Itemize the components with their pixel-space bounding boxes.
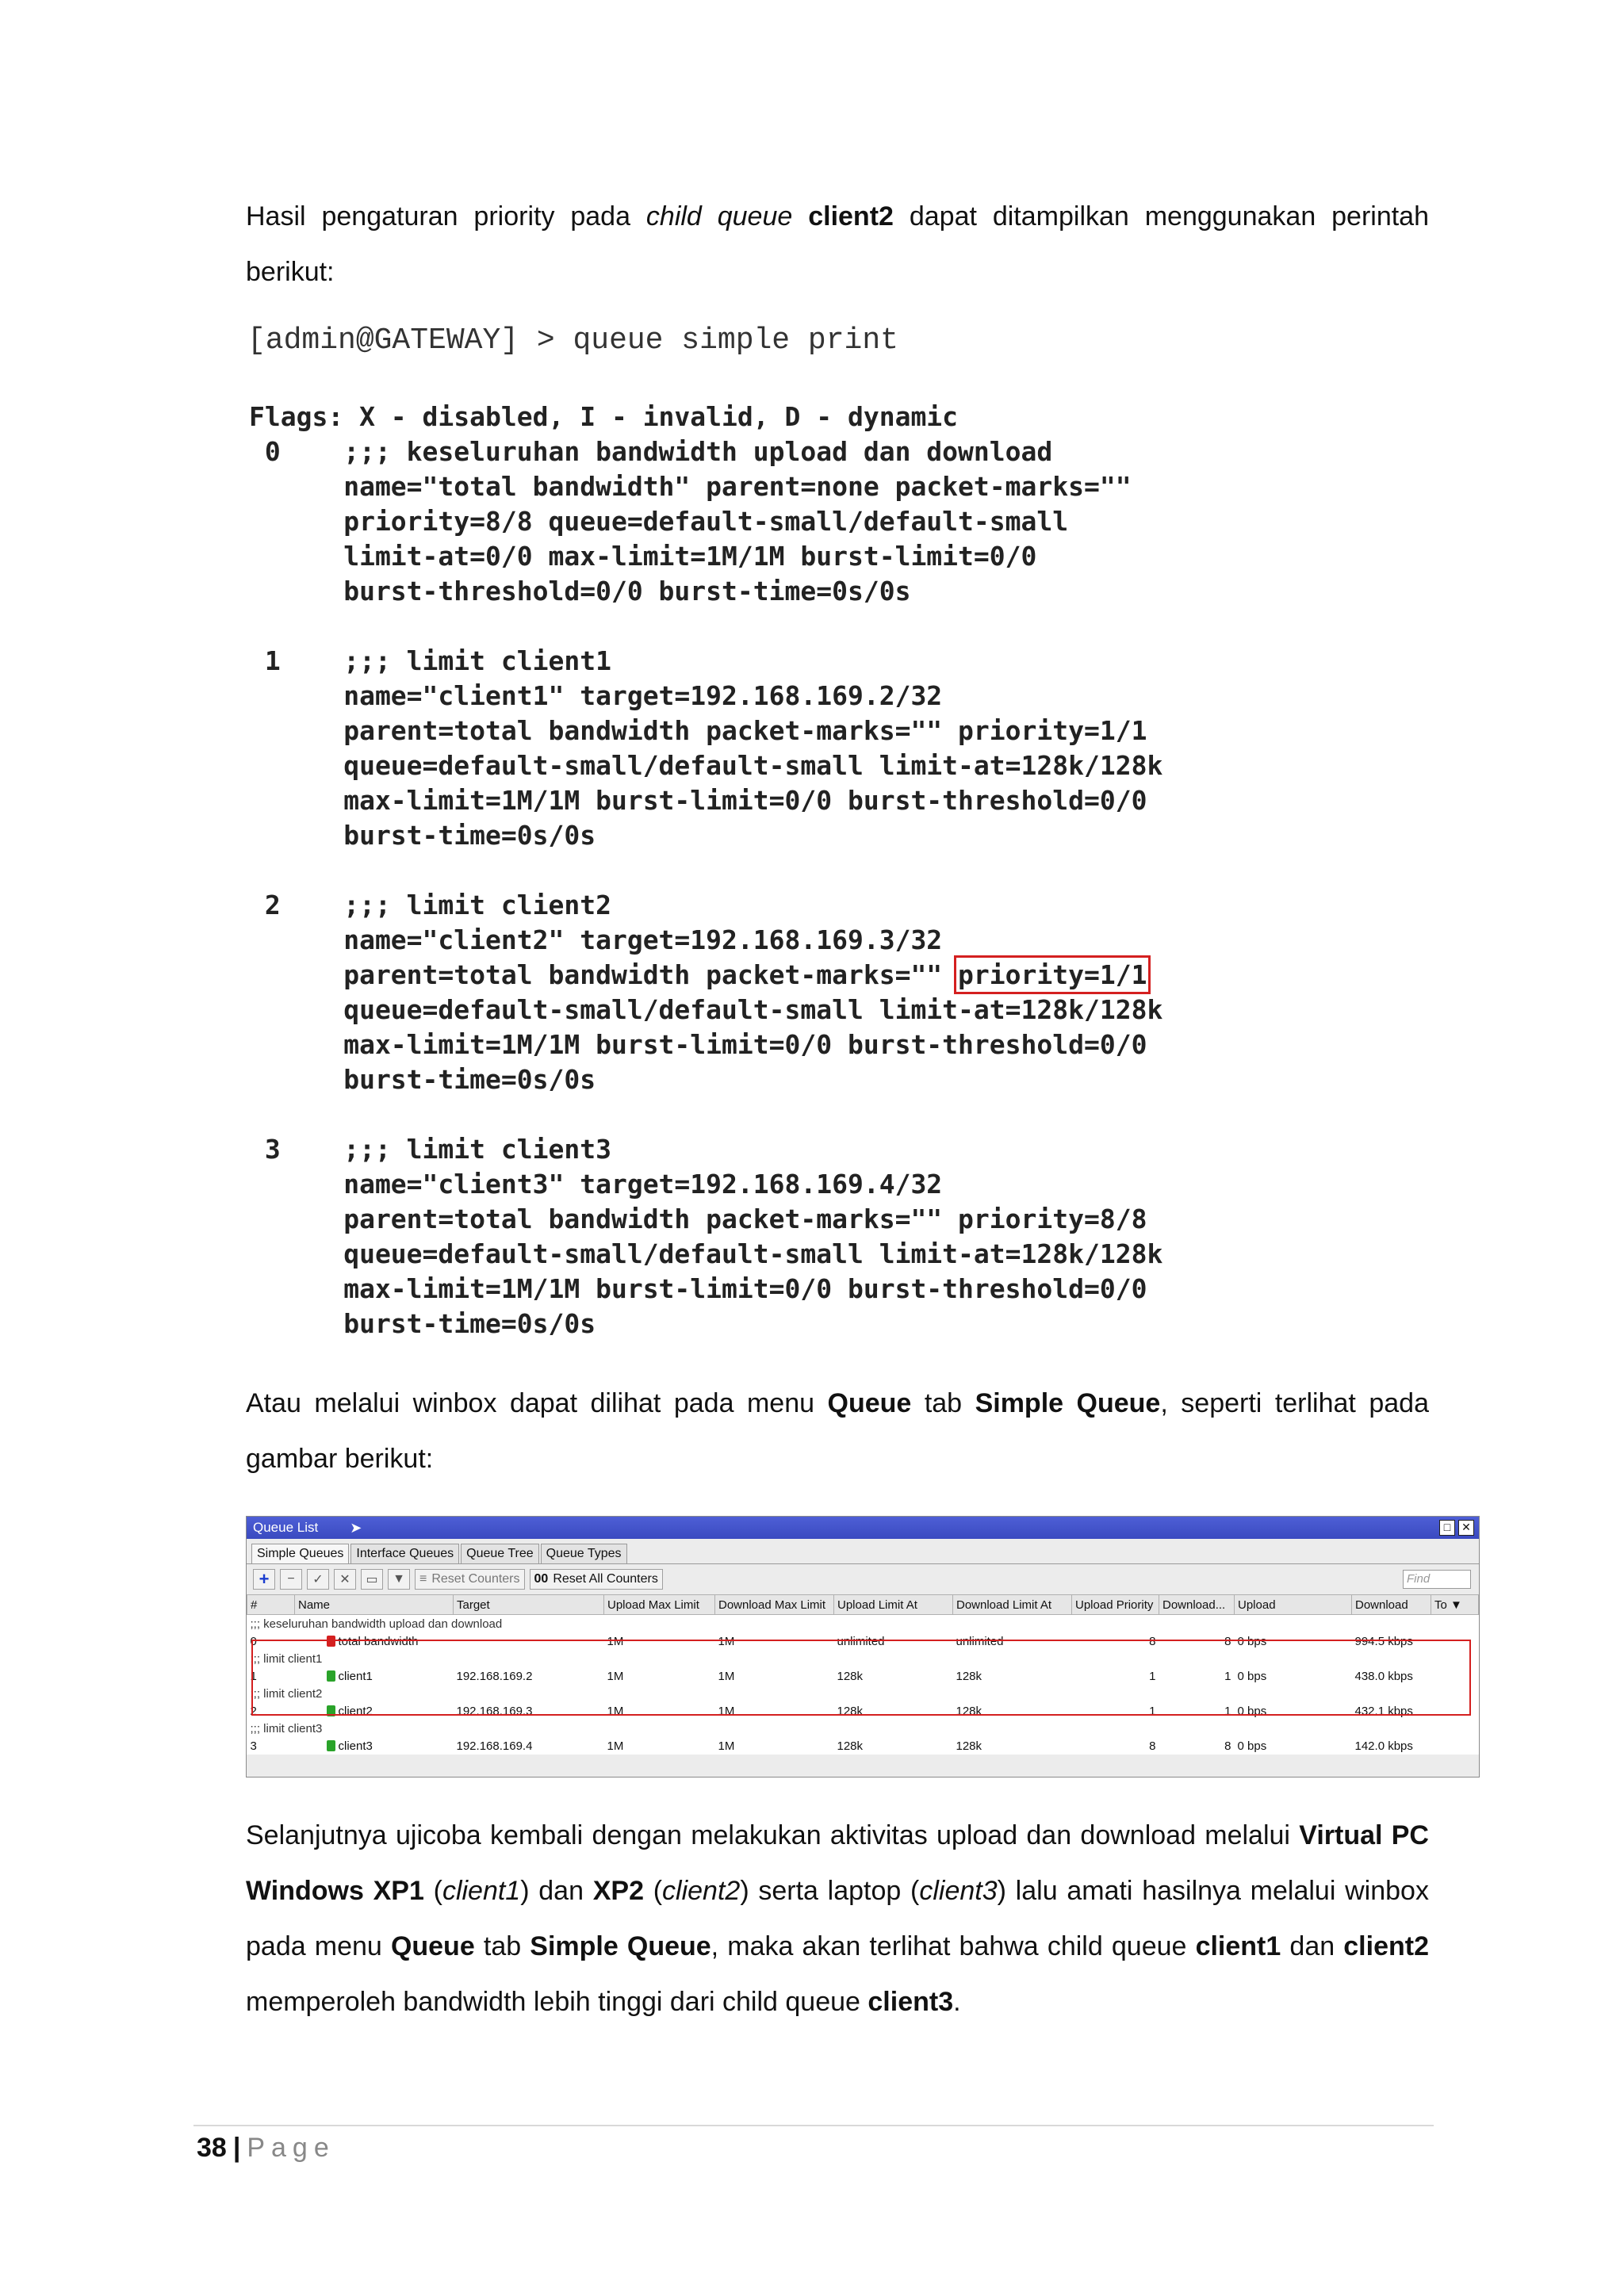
col-header[interactable]: Upload Priority [1072, 1595, 1159, 1615]
queue-upload-limit-at: 128k [837, 1669, 864, 1683]
tab-queue-tree[interactable]: Queue Tree [461, 1544, 539, 1563]
window-title: Queue List [253, 1520, 319, 1535]
queue-table [247, 1594, 1479, 1755]
queue-download-max: 1M [718, 1634, 735, 1648]
queue-download-limit-at: 128k [956, 1669, 982, 1683]
queue-comment: ;;; keseluruhan bandwidth upload dan download [250, 1617, 503, 1631]
queue-comment-row[interactable] [247, 1685, 1479, 1702]
comment-button[interactable]: ▭ [361, 1569, 383, 1590]
queue-upload-rate: 0 bps [1237, 1634, 1267, 1648]
cursor-icon: ➤ [350, 1519, 362, 1536]
disable-button[interactable]: ✕ [334, 1569, 356, 1590]
tab-queue-types[interactable]: Queue Types [541, 1544, 627, 1563]
filter-button[interactable] [388, 1569, 410, 1590]
tab-interface-queues[interactable]: Interface Queues [350, 1544, 459, 1563]
queue-download-max: 1M [718, 1739, 735, 1753]
page-label: Page [247, 2133, 335, 2163]
queue-upload-priority: 8 [1149, 1739, 1156, 1753]
find-input[interactable]: Find [1403, 1570, 1471, 1589]
col-header[interactable]: Download... [1159, 1595, 1235, 1615]
conclusion-paragraph: Selanjutnya ujicoba kembali dengan melakukan aktivitas upload dan download melalui Virtual PC Windows XP1 (client1) dan XP2 (client2) serta laptop (client3) lalu amati hasilnya melalui winbox pada menu Queue tab Simple Queue, maka akan terlihat bahwa child queue client1 dan client2 memperoleh bandwidth lebih tinggi dari child queue client3. [246, 1820, 1429, 2017]
queue-download-limit-at: 128k [956, 1739, 982, 1753]
queue-number: 0 [250, 1634, 257, 1648]
queue-name-cell [295, 1667, 454, 1685]
queue-target: 192.168.169.2 [456, 1669, 533, 1683]
queue-download-rate: 432.1 kbps [1354, 1704, 1413, 1718]
queue-target: 192.168.169.3 [456, 1704, 533, 1718]
toolbar [247, 1563, 1479, 1594]
queue-download-max: 1M [718, 1704, 735, 1718]
queue-name-cell [295, 1632, 454, 1650]
queue-list-window [246, 1516, 1480, 1777]
queue-download-priority: 8 [1224, 1739, 1231, 1753]
page-footer [197, 2133, 335, 2164]
queue-row[interactable] [247, 1632, 1479, 1650]
reset-all-counters-button[interactable]: 00 Reset All Counters [530, 1569, 663, 1590]
queue-download-priority: 1 [1224, 1704, 1231, 1718]
col-header[interactable]: Upload Max Limit [604, 1595, 715, 1615]
queue-upload-max: 1M [607, 1634, 624, 1648]
table-header [247, 1595, 1479, 1615]
queue-upload-max: 1M [607, 1704, 624, 1718]
queue-upload-priority: 1 [1149, 1704, 1156, 1718]
queue-download-rate: 142.0 kbps [1354, 1739, 1413, 1753]
queue-download-limit-at: 128k [956, 1704, 982, 1718]
queue-name: client1 [338, 1669, 373, 1683]
queue-target [454, 1632, 604, 1650]
queue-comment-row[interactable] [247, 1615, 1479, 1633]
queue-number: 2 [250, 1704, 257, 1718]
queue-download-rate: 994.5 kbps [1354, 1634, 1413, 1648]
queue-row[interactable] [247, 1702, 1479, 1720]
intro-paragraph: Hasil pengaturan priority pada child queue client2 dapat ditampilkan menggunakan perintah berikut: [246, 201, 1430, 287]
queue-download-priority: 1 [1224, 1669, 1231, 1683]
winbox-intro-paragraph: Atau melalui winbox dapat dilihat pada menu Queue tab Simple Queue, seperti terlihat pada gambar berikut: [246, 1388, 1430, 1474]
queue-row[interactable] [247, 1737, 1479, 1755]
queue-upload-rate: 0 bps [1237, 1739, 1267, 1753]
priority-highlight: priority=1/1 [958, 959, 1147, 990]
queue-upload-max: 1M [607, 1739, 624, 1753]
reset-counters-button[interactable]: ≡ Reset Counters [415, 1569, 525, 1590]
queue-icon [327, 1740, 335, 1751]
col-header[interactable]: Upload [1235, 1595, 1352, 1615]
queue-upload-priority: 8 [1149, 1634, 1156, 1648]
col-header[interactable]: Target [454, 1595, 604, 1615]
window-titlebar[interactable] [247, 1517, 1479, 1539]
queue-comment: ;;; limit client2 [250, 1686, 323, 1701]
queue-comment: ;;; limit client1 [250, 1651, 323, 1666]
queue-number: 1 [250, 1669, 257, 1683]
queue-name-cell [295, 1702, 454, 1720]
queue-upload-max: 1M [607, 1669, 624, 1683]
queue-download-limit-at: unlimited [956, 1634, 1004, 1648]
queue-icon [327, 1705, 335, 1716]
queue-number: 3 [250, 1739, 257, 1753]
terminal-text: Flags: X - disabled, I - invalid, D - dynamic 0 ;;; keseluruhan bandwidth upload dan download name="total bandwidth" parent=none packet-marks="" priority=8/8 queue=default-small/default-small limit-at=0/0 max-limit=1M/1M burst-limit=0/0 burst-threshold=0/0 burst-time=0s/0s 1 ;;; limit client1 name="client1" target=192.168.169.2/32 parent=total bandwidth packet-marks="" priority=1/1 queue=default-small/default-small limit-at=128k/128k max-limit=1M/1M burst-limit=0/0 burst-threshold=0/0 burst-time=0s/0s 2 ;;; limit client2 name="client2" target=192.168.169.3/32 parent=total bandwidth packet-marks="" priority=1/1 queue=default-small/default-small limit-at=128k/128k max-limit=1M/1M burst-limit=0/0 burst-threshold=0/0 burst-time=0s/0s 3 ;;; limit client3 name="client3" target=192.168.169.4/32 parent=total bandwidth packet-marks="" priority=8/8 queue=default-small/default-small limit-at=128k/128k max-limit=1M/1M burst-limit=0/0 burst-threshold=0/0 burst-time=0s/0s [249, 401, 1163, 1339]
col-header[interactable]: Download Limit At [953, 1595, 1072, 1615]
col-header[interactable]: To ▼ [1431, 1595, 1479, 1615]
queue-comment-row[interactable] [247, 1720, 1479, 1737]
tab-bar [247, 1541, 1479, 1563]
queue-name: total bandwidth [338, 1634, 419, 1648]
filter-icon: ▼ [393, 1572, 405, 1586]
queue-download-rate: 438.0 kbps [1354, 1669, 1413, 1683]
command-line: [admin@GATEWAY] > queue simple print [247, 323, 898, 358]
col-header[interactable]: Name [295, 1595, 454, 1615]
queue-upload-limit-at: 128k [837, 1704, 864, 1718]
queue-name: client3 [338, 1739, 373, 1753]
close-icon[interactable]: ✕ [1458, 1520, 1474, 1536]
queue-target: 192.168.169.4 [456, 1739, 533, 1753]
queue-comment-row[interactable] [247, 1650, 1479, 1667]
col-header[interactable]: Download Max Limit [715, 1595, 834, 1615]
add-button[interactable]: + [253, 1569, 275, 1590]
queue-name-cell [295, 1737, 454, 1755]
enable-button[interactable]: ✓ [307, 1569, 329, 1590]
queue-download-max: 1M [718, 1669, 735, 1683]
tab-simple-queues[interactable]: Simple Queues [251, 1544, 349, 1563]
queue-upload-priority: 1 [1149, 1669, 1156, 1683]
col-header[interactable]: Upload Limit At [834, 1595, 953, 1615]
remove-button[interactable]: − [280, 1569, 302, 1590]
terminal-output [246, 395, 1328, 1350]
page-number: 38 [197, 2133, 227, 2163]
queue-upload-limit-at: 128k [837, 1739, 864, 1753]
queue-icon [327, 1670, 335, 1682]
queue-comment: ;;; limit client3 [250, 1721, 323, 1735]
col-header[interactable]: Download [1352, 1595, 1431, 1615]
queue-upload-rate: 0 bps [1237, 1704, 1267, 1718]
col-header[interactable]: # [247, 1595, 295, 1615]
queue-upload-rate: 0 bps [1237, 1669, 1267, 1683]
queue-upload-limit-at: unlimited [837, 1634, 885, 1648]
queue-icon [327, 1636, 335, 1647]
queue-row[interactable] [247, 1667, 1479, 1685]
queue-name: client2 [338, 1704, 373, 1718]
footer-separator: | [232, 2133, 241, 2163]
column-menu-icon[interactable]: ▼ [1450, 1598, 1462, 1612]
reset-icon: ≡ [419, 1572, 427, 1586]
maximize-icon[interactable]: □ [1439, 1520, 1455, 1536]
queue-download-priority: 8 [1224, 1634, 1231, 1648]
footer-divider [193, 2125, 1434, 2126]
